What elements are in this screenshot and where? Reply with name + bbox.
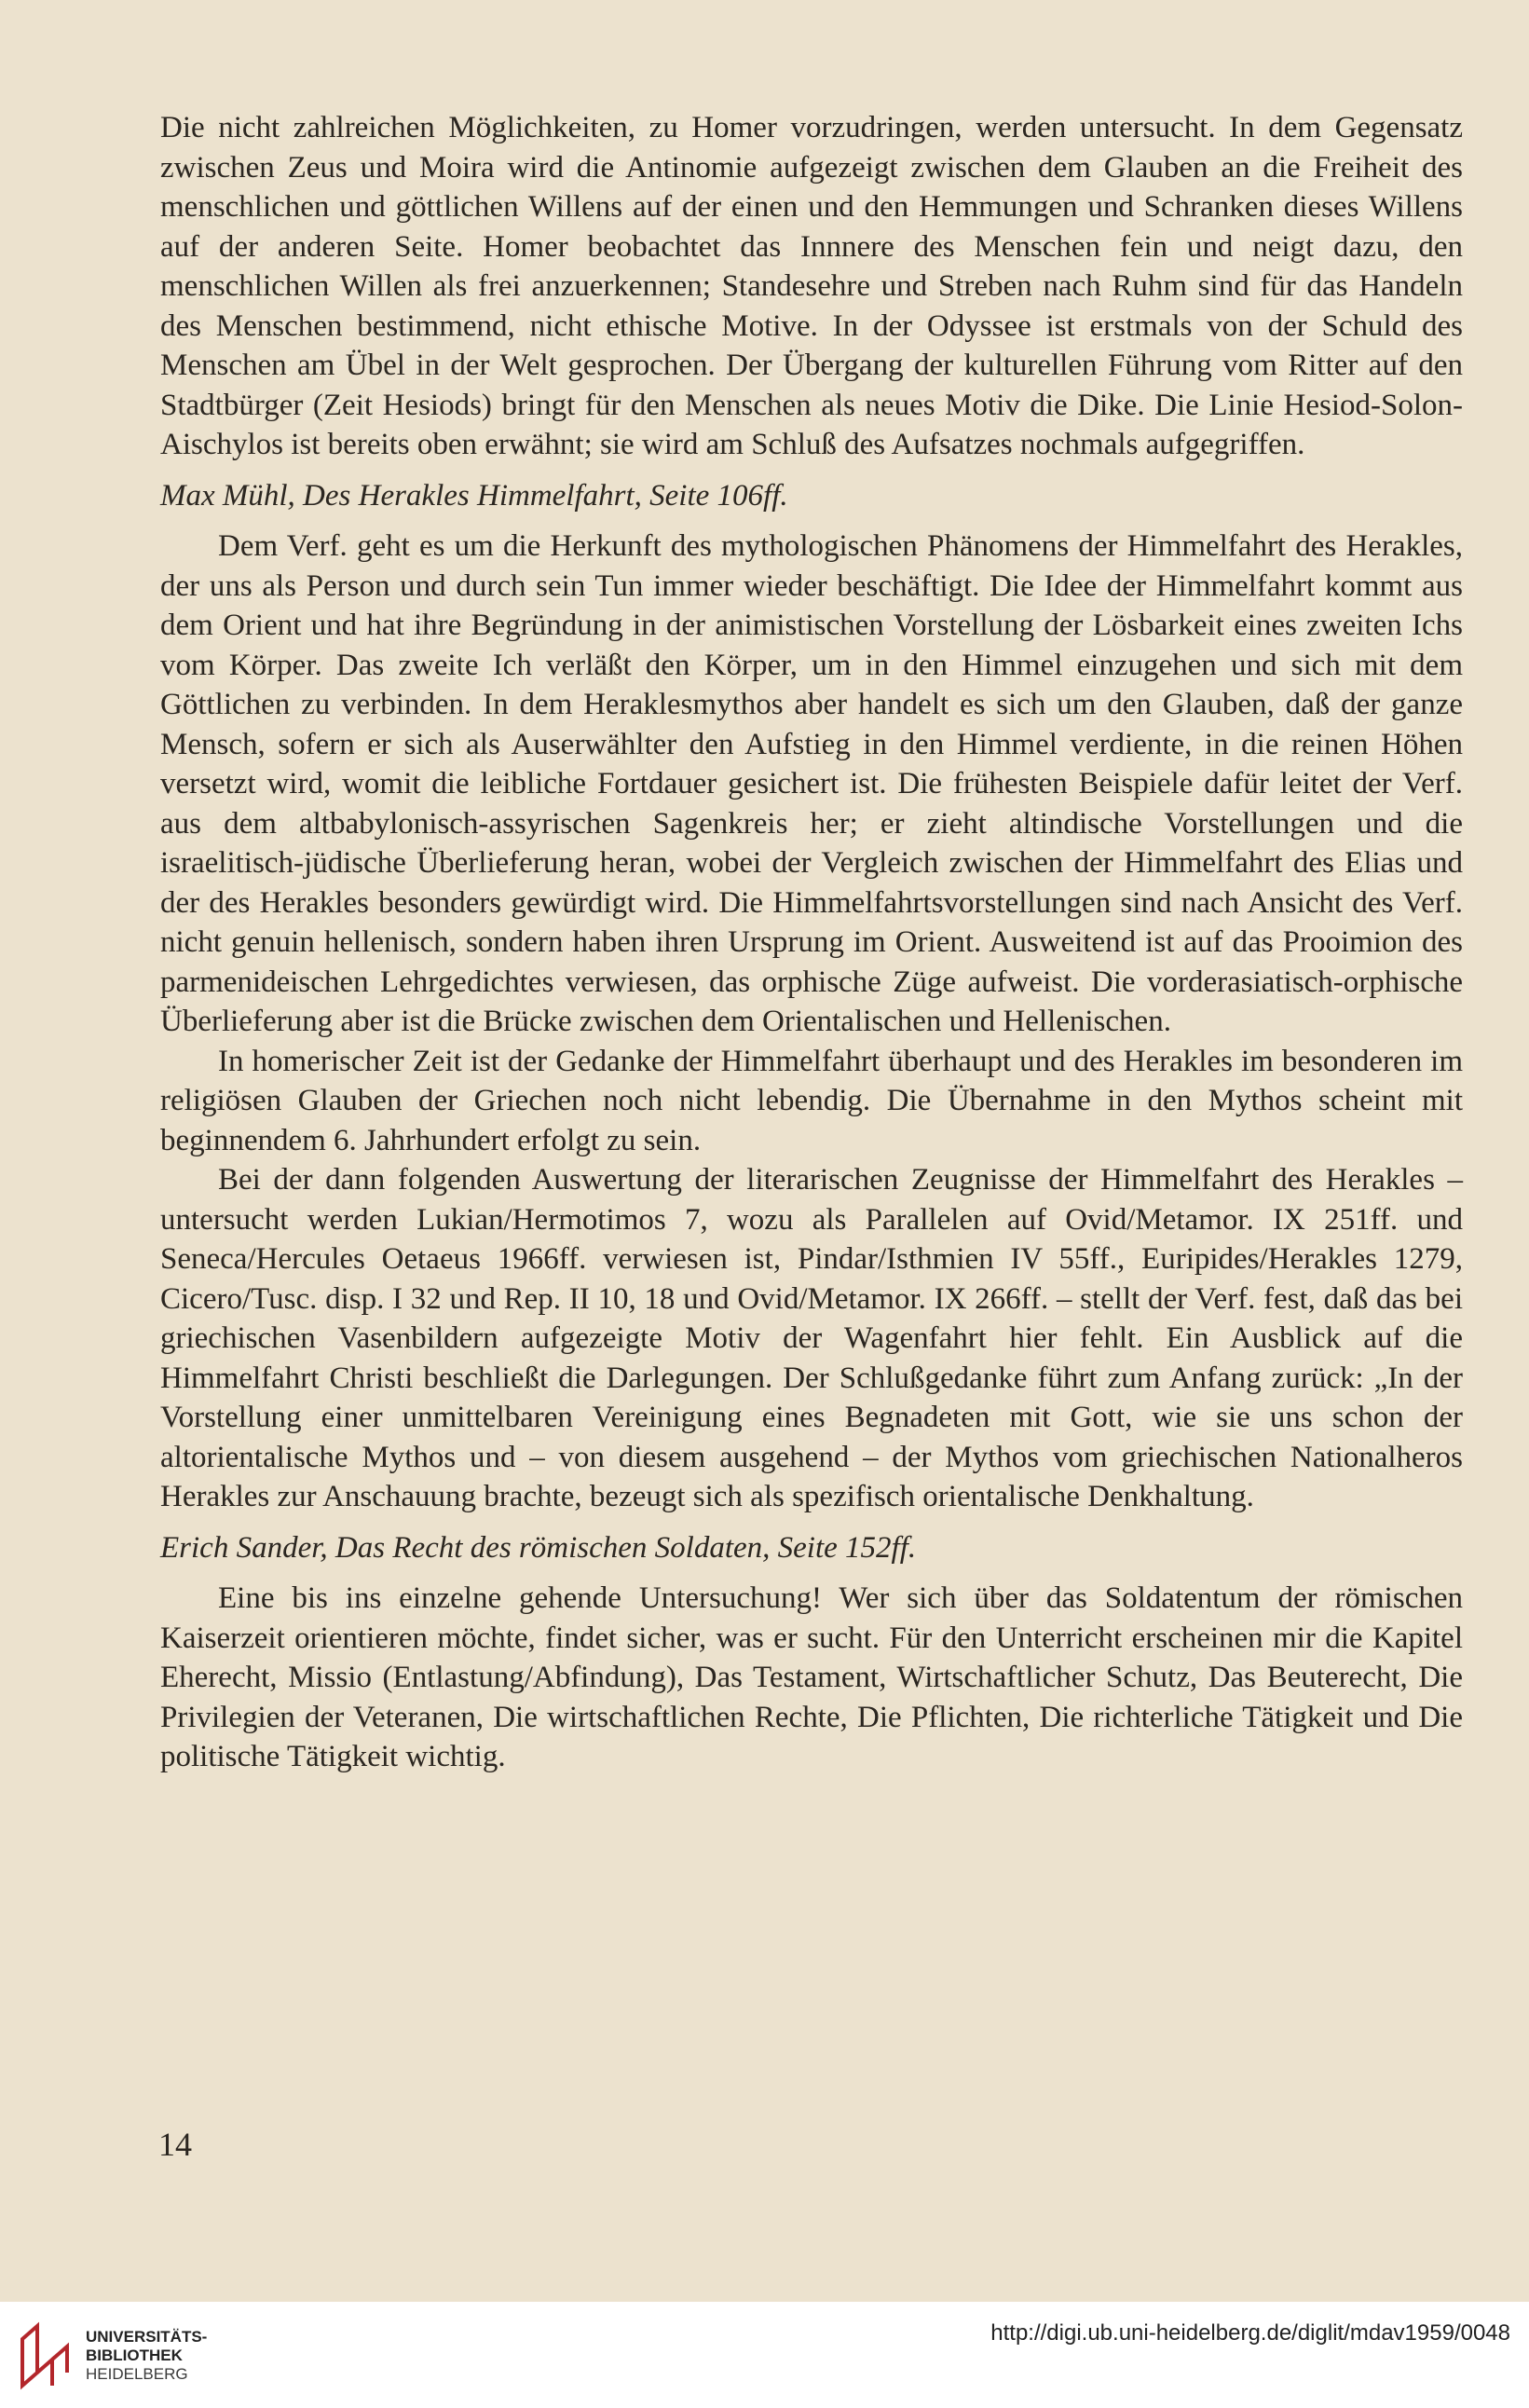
logo-line-1: UNIVERSITÄTS- <box>86 2328 208 2346</box>
article-heading: Erich Sander, Das Recht des römischen Soldaten, Seite 152ff. <box>160 1530 917 1565</box>
footer-bar <box>0 2302 1529 2408</box>
logo-line-2: BIBLIOTHEK <box>86 2346 183 2364</box>
library-logo-text <box>86 2328 207 2384</box>
body-text <box>160 108 1463 1777</box>
paragraph: Bei der dann folgenden Auswertung der literarischen Zeugnisse der Himmelfahrt des Herakles – untersucht werden Lukian/Hermotimos 7, wozu als Parallelen auf Ovid/Metamor. IX 251ff. und Seneca/Hercules Oetaeus 1966ff. verwiesen ist, Pindar/Isthmien IV 55ff., Euripides/Herakles 1279, Cicero/Tusc. disp. I 32 und Rep. II 10, 18 und Ovid/Metamor. IX 266ff. – stellt der Verf. fest, daß das bei griechischen Vasenbildern aufgezeigte Motiv der Wagenfahrt hier fehlt. Ein Ausblick auf die Himmelfahrt Christi beschließt die Darlegungen. Der Schlußgedanke führt zum Anfang zurück: „In der Vorstellung einer unmittelbaren Vereinigung eines Begnadeten mit Gott, wie sie uns schon der altorientalische Mythos und – von diesem ausgehend – der Mythos vom griechischen Nationalheros Herakles zur Anschauung brachte, bezeugt sich als spezifisch orientalische Denkhaltung. <box>160 1163 1463 1513</box>
paragraph: Dem Verf. geht es um die Herkunft des mythologischen Phänomens der Himmelfahrt des Herakles, der uns als Person und durch sein Tun immer wieder beschäftigt. Die Idee der Himmelfahrt kommt aus dem Orient und hat ihre Begründung in der animistischen Vorstellung der Lösbarkeit eines zweiten Ichs vom Körper. Das zweite Ich verläßt den Körper, um in den Himmel einzugehen und sich mit dem Göttlichen zu verbinden. In dem Heraklesmythos aber handelt es sich um den Glauben, daß der ganze Mensch, sofern er sich als Auserwählter den Aufstieg in den Himmel verdiente, in die reinen Höhen versetzt wird, womit die leibliche Fortdauer gesichert ist. Die frühesten Beispiele dafür leitet der Verf. aus dem altbabylonisch-assyrischen Sagenkreis her; er zieht altindische Vorstellungen und die israelitisch-jüdische Überlieferung heran, wobei der Vergleich zwischen der Himmelfahrt des Elias und der des Herakles besonders gewürdigt wird. Die Himmelfahrtsvorstellungen sind nach Ansicht des Verf. nicht genuin hellenisch, sondern haben ihren Ursprung im Orient. Ausweitend ist auf das Prooimion des parmenideischen Lehrgedichtes verwiesen, das orphische Züge aufweist. Die vorderasiatisch-orphische Überlieferung aber ist die Brücke zwischen dem Orientalischen und Hellenischen. <box>160 529 1463 1038</box>
logo-line-3: HEIDELBERG <box>86 2365 188 2383</box>
page-number: 14 <box>158 2126 192 2163</box>
source-url-link[interactable]: http://digi.ub.uni-heidelberg.de/diglit/mdav1959/0048 <box>990 2320 1510 2346</box>
paragraph: Eine bis ins einzelne gehende Untersuchung! Wer sich über das Soldatentum der römischen Kaiserzeit orientieren möchte, findet sicher, was er sucht. Für den Unterricht erscheinen mir die Kapitel Eherecht, Missio (Entlastung/Abfindung), Das Testament, Wirtschaftlicher Schutz, Das Beuterecht, Die Privilegien der Veteranen, Die wirtschaftlichen Rechte, Die Pflichten, Die richterliche Tätigkeit und Die politische Tätigkeit wichtig. <box>160 1581 1463 1773</box>
paragraph: In homerischer Zeit ist der Gedanke der Himmelfahrt überhaupt und des Herakles im besonderen im religiösen Glauben der Griechen noch nicht lebendig. Die Übernahme in den Mythos scheint mit beginnendem 6. Jahrhundert erfolgt zu sein. <box>160 1044 1463 1157</box>
library-logo-icon <box>17 2320 75 2391</box>
paragraph: Die nicht zahlreichen Möglichkeiten, zu Homer vorzudringen, werden untersucht. In dem Gegensatz zwischen Zeus und Moira wird die Antinomie aufgezeigt zwischen dem Glauben an die Freiheit des menschlichen und göttlichen Willens auf der einen und den Hemmungen und Schranken dieses Willens auf der anderen Seite. Homer beobachtet das Innnere des Menschen fein und neigt dazu, den menschlichen Willen als frei anzuerkennen; Standesehre und Streben nach Ruhm sind für das Handeln des Menschen bestimmend, nicht ethische Motive. In der Odyssee ist erstmals von der Schuld des Menschen am Übel in der Welt gesprochen. Der Übergang der kulturellen Führung vom Ritter auf den Stadtbürger (Zeit Hesiods) bringt für den Menschen als neues Motiv die Dike. Die Linie Hesiod-Solon-Aischylos ist bereits oben erwähnt; sie wird am Schluß des Aufsatzes nochmals aufgegriffen. <box>160 111 1463 461</box>
article-heading: Max Mühl, Des Herakles Himmelfahrt, Seite 106ff. <box>160 478 788 513</box>
